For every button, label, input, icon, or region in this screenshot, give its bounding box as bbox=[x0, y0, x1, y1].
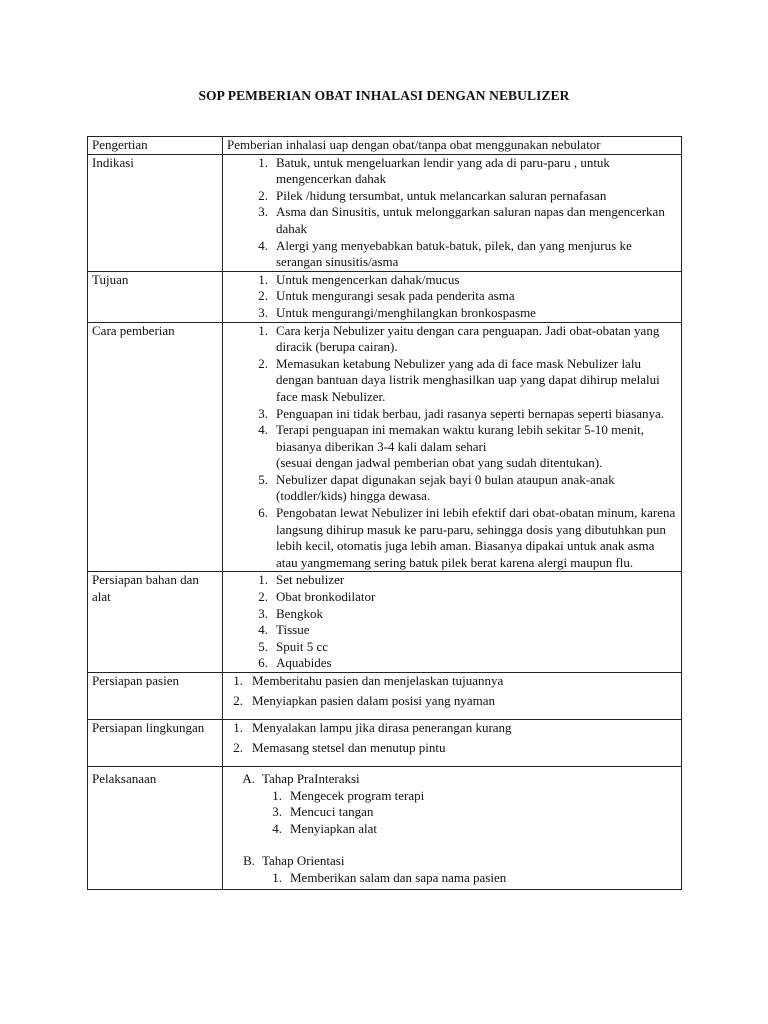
row-pengertian bbox=[88, 137, 682, 155]
stage-heading: B. Tahap Orientasi bbox=[243, 853, 345, 869]
sop-table bbox=[87, 136, 682, 890]
pelaksanaan-content bbox=[223, 767, 682, 890]
row-label: Persiapan bahan dan alat bbox=[88, 572, 223, 673]
list-item: 5. Spuit 5 cc bbox=[258, 638, 328, 654]
spacer bbox=[227, 837, 677, 853]
row-persiapan-bahan bbox=[88, 572, 682, 673]
row-indikasi bbox=[88, 154, 682, 271]
row-label: Tujuan bbox=[88, 271, 223, 322]
list-item: 3. Bengkok bbox=[258, 605, 323, 621]
list-item: 1. Menyalakan lampu jika dirasa penerangan kurang bbox=[233, 720, 512, 735]
row-label: Persiapan lingkungan bbox=[88, 720, 223, 767]
row-label: Indikasi bbox=[88, 154, 223, 271]
list-item: 1. Cara kerja Nebulizer yaitu dengan cara penguapan. Jadi obat-obatan yang diracik (berupa cairan). bbox=[258, 322, 660, 355]
row-persiapan-pasien bbox=[88, 673, 682, 720]
list-item: 2. Menyiapkan pasien dalam posisi yang nyaman bbox=[233, 692, 495, 708]
pengertian-text: Pemberian inhalasi uap dengan obat/tanpa obat menggunakan nebulator bbox=[223, 137, 682, 155]
row-label: Pengertian bbox=[88, 137, 223, 155]
list-item: 5. Nebulizer dapat digunakan sejak bayi 0 bulan ataupun anak-anak (toddler/kids) hingga dewasa. bbox=[258, 471, 615, 504]
list-item: 3. Asma dan Sinusitis, untuk melonggarkan saluran napas dan mengencerkan dahak bbox=[258, 204, 665, 236]
list-item: 4. Terapi penguapan ini memakan waktu kurang lebih sekitar 5-10 menit, biasanya diberikan 3-4 kali dalam sehari (sesuai dengan jadwal pemberian obat yang sudah ditentukan). bbox=[258, 422, 645, 471]
row-label: Cara pemberian bbox=[88, 322, 223, 572]
list-item: 3. Untuk mengurangi/menghilangkan bronkospasme bbox=[258, 304, 536, 320]
document-title: SOP PEMBERIAN OBAT INHALASI DENGAN NEBULIZER bbox=[198, 88, 570, 103]
list-item: 2. Memasukan ketabung Nebulizer yang ada di face mask Nebulizer lalu dengan bantuan daya listrik menghasilkan uap yang dapat dihirup melalui face mask Nebulizer. bbox=[258, 355, 660, 404]
persiapan-bahan-list bbox=[223, 572, 682, 673]
persiapan-lingkungan-list bbox=[223, 720, 682, 767]
list-item: 3. Mencuci tangan bbox=[272, 804, 374, 820]
stage-heading: A. Tahap PraInteraksi bbox=[242, 771, 360, 786]
list-item: 4. Alergi yang menyebabkan batuk-batuk, pilek, dan yang menjurus ke serangan sinusitis/asma bbox=[258, 237, 632, 270]
list-item: 2. Obat bronkodilator bbox=[258, 589, 376, 605]
indikasi-list bbox=[223, 154, 682, 271]
row-cara-pemberian bbox=[88, 322, 682, 572]
list-item: 1. Batuk, untuk mengeluarkan lendir yang ada di paru-paru , untuk mengencerkan dahak bbox=[258, 154, 610, 187]
row-label: Persiapan pasien bbox=[88, 673, 223, 720]
list-item: 1. Memberitahu pasien dan menjelaskan tujuannya bbox=[233, 673, 504, 688]
list-item: 4. Tissue bbox=[258, 622, 310, 638]
row-pelaksanaan bbox=[88, 767, 682, 890]
list-item: 6. Pengobatan lewat Nebulizer ini lebih efektif dari obat-obatan minum, karena langsung dihirup masuk ke paru-paru, sehingga dosis yang dibutuhkan pun lebih kecil, otomatis juga lebih aman. Biasanya dipakai untuk anak asma atau yangmemang sering batuk pilek berat karena alergi maupun flu. bbox=[258, 505, 676, 570]
list-item: 6. Aquabides bbox=[258, 655, 332, 671]
row-persiapan-lingkungan bbox=[88, 720, 682, 767]
list-item: 2. Untuk mengurangi sesak pada penderita asma bbox=[258, 288, 515, 304]
row-tujuan bbox=[88, 271, 682, 322]
list-item: 2. Memasang stetsel dan menutup pintu bbox=[233, 739, 446, 755]
row-label: Pelaksanaan bbox=[88, 767, 223, 890]
list-item: 1. Memberikan salam dan sapa nama pasien bbox=[272, 869, 507, 885]
list-item: 4. Menyiapkan alat bbox=[272, 820, 377, 836]
persiapan-pasien-list bbox=[223, 673, 682, 720]
list-item: 2. Pilek /hidung tersumbat, untuk melancarkan saluran pernafasan bbox=[258, 187, 607, 203]
list-item: 3. Penguapan ini tidak berbau, jadi rasanya seperti bernapas seperti biasanya. bbox=[258, 405, 665, 421]
list-item: 1. Mengecek program terapi bbox=[272, 787, 425, 803]
list-item: 1. Untuk mengencerkan dahak/mucus bbox=[258, 271, 460, 287]
tujuan-list bbox=[223, 271, 682, 322]
cara-pemberian-list bbox=[223, 322, 682, 572]
list-item: 1. Set nebulizer bbox=[258, 572, 345, 588]
